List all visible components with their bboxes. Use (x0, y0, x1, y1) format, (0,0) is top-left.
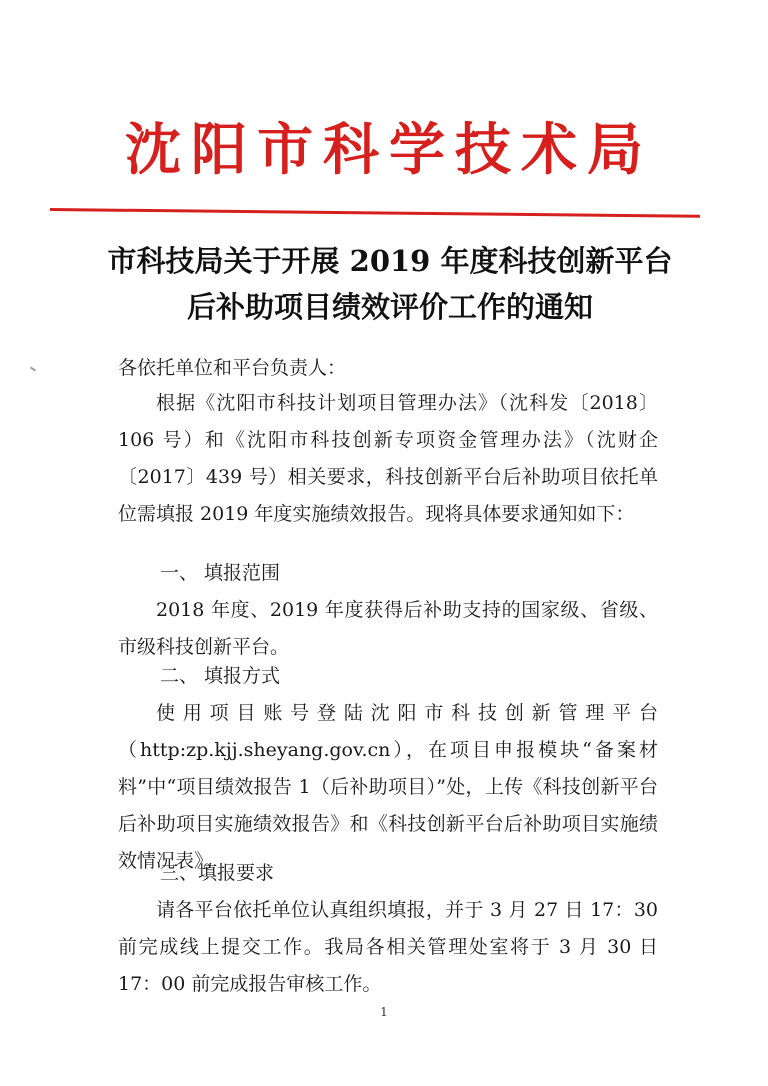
salutation: 各依托单位和平台负责人： (118, 357, 347, 379)
letterhead-divider (50, 208, 700, 218)
scope-paragraph: 2018 年度、2019 年度获得后补助支持的国家级、省级、市级科技创新平台。 (118, 599, 658, 658)
section-heading-scope: 一、 填报范围 (160, 562, 281, 584)
requirements-paragraph: 请各平台依托单位认真组织填报，并于 3 月 27 日 17：30 前完成线上提交工作。我局各相关管理处室将于 3 月 30 日 17：00 前完成报告审核工作。 (118, 899, 658, 995)
document-title-line-1: 市科技局关于开展 2019 年度科技创新平台 (107, 244, 673, 278)
document-title-line-2: 后补助项目绩效评价工作的通知 (186, 290, 593, 324)
section-heading-requirements: 三、填报要求 (160, 862, 275, 884)
agency-letterhead: 沈阳市科学技术局 (125, 117, 653, 183)
method-paragraph: 使用项目账号登陆沈阳市科技创新管理平台（http:zp.kjj.sheyang.gov.cn），在项目申报模块“备案材料”中“项目绩效报告 1（后补助项目）”处，上传《科技创新平台后补助项目实施绩效报告》和《科技创新平台后补助项目实施绩效情况表》。 (118, 702, 658, 872)
intro-paragraph: 根据《沈阳市科技计划项目管理办法》（沈科发〔2018〕106 号）和《沈阳市科技创新专项资金管理办法》（沈财企〔2017〕439 号）相关要求，科技创新平台后补助项目依托单位需填报 2019 年度实施绩效报告。现将具体要求通知如下： (118, 392, 658, 525)
document-title (90, 238, 690, 330)
section-heading-method: 二、 填报方式 (160, 665, 281, 687)
page-number: 1 (380, 1005, 388, 1019)
scan-speck (30, 366, 36, 371)
